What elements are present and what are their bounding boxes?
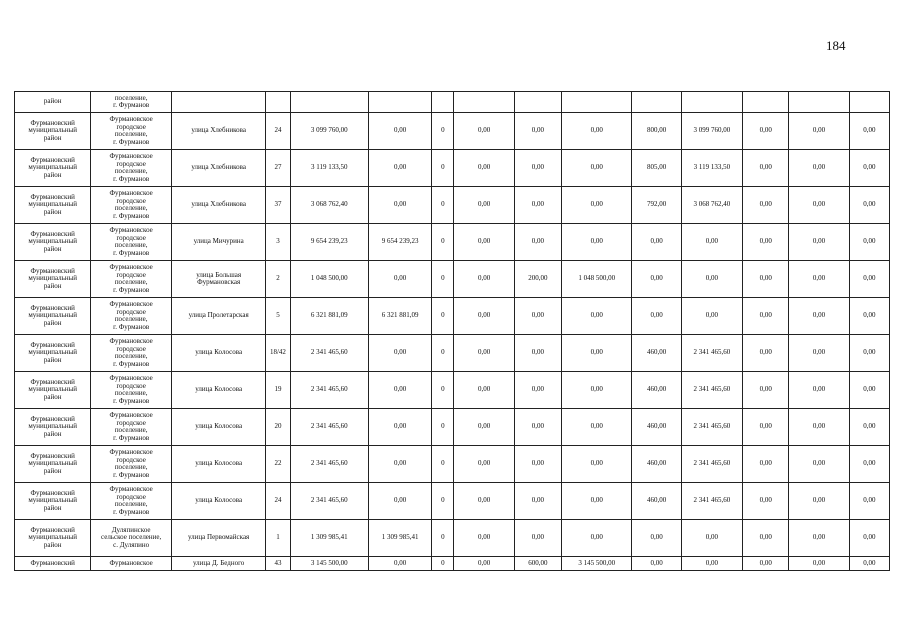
area-d-cell: 0,00 bbox=[632, 557, 681, 571]
cost-b-cell: 0,00 bbox=[454, 298, 514, 335]
page-number: 184 bbox=[826, 38, 846, 53]
cost-c-cell: 0,00 bbox=[562, 150, 632, 187]
house-number-cell: 24 bbox=[266, 483, 290, 520]
cost-c-cell: 0,00 bbox=[562, 409, 632, 446]
data-table bbox=[14, 91, 890, 571]
cost-b-cell: 0,00 bbox=[454, 335, 514, 372]
area-c-cell: 600,00 bbox=[514, 557, 561, 571]
total-cost-cell: 2 341 465,60 bbox=[290, 409, 368, 446]
area-c-cell: 0,00 bbox=[514, 224, 561, 261]
street-cell: улица Хлебникова bbox=[171, 113, 266, 150]
district-cell: Фурмановский муниципальный район bbox=[15, 224, 91, 261]
street-cell: улица Мичурина bbox=[171, 224, 266, 261]
cost-g-cell: 0,00 bbox=[849, 298, 889, 335]
cost-g-cell: 0,00 bbox=[849, 261, 889, 298]
total-cost-cell: 3 068 762,40 bbox=[290, 187, 368, 224]
cost-c-cell: 3 145 500,00 bbox=[562, 557, 632, 571]
cost-f-cell: 0,00 bbox=[789, 483, 849, 520]
area-c-cell: 0,00 bbox=[514, 520, 561, 557]
table-row bbox=[15, 224, 890, 261]
district-cell: Фурмановский муниципальный район bbox=[15, 298, 91, 335]
street-cell: улица Хлебникова bbox=[171, 150, 266, 187]
count-a-cell: 0 bbox=[432, 224, 454, 261]
cost-g-cell: 0,00 bbox=[849, 150, 889, 187]
total-cost-cell: 3 145 500,00 bbox=[290, 557, 368, 571]
cost-c-cell: 0,00 bbox=[562, 446, 632, 483]
total-cost-cell: 2 341 465,60 bbox=[290, 483, 368, 520]
cost-g-cell: 0,00 bbox=[849, 520, 889, 557]
district-cell: Фурмановский муниципальный район bbox=[15, 483, 91, 520]
total-cost-cell: 2 341 465,60 bbox=[290, 446, 368, 483]
cost-b-cell: 0,00 bbox=[454, 372, 514, 409]
cost-e-cell: 0,00 bbox=[743, 409, 789, 446]
cost-e-cell: 0,00 bbox=[743, 187, 789, 224]
cost-g-cell: 0,00 bbox=[849, 409, 889, 446]
area-c-cell: 0,00 bbox=[514, 372, 561, 409]
cost-b-cell bbox=[454, 92, 514, 113]
area-d-cell: 0,00 bbox=[632, 261, 681, 298]
settlement-cell: поселение, г. Фурманов bbox=[91, 92, 171, 113]
total-cost-cell: 1 309 985,41 bbox=[290, 520, 368, 557]
area-c-cell: 200,00 bbox=[514, 261, 561, 298]
table-body bbox=[15, 92, 890, 571]
cost-b-cell: 0,00 bbox=[454, 446, 514, 483]
street-cell bbox=[171, 92, 266, 113]
cost-a-cell: 0,00 bbox=[368, 113, 431, 150]
count-a-cell: 0 bbox=[432, 409, 454, 446]
settlement-cell: Фурмановское bbox=[91, 557, 171, 571]
cost-c-cell: 0,00 bbox=[562, 113, 632, 150]
area-d-cell: 0,00 bbox=[632, 520, 681, 557]
cost-b-cell: 0,00 bbox=[454, 187, 514, 224]
district-cell: Фурмановский муниципальный район bbox=[15, 446, 91, 483]
cost-f-cell: 0,00 bbox=[789, 446, 849, 483]
house-number-cell bbox=[266, 92, 290, 113]
cost-c-cell: 0,00 bbox=[562, 335, 632, 372]
cost-a-cell: 0,00 bbox=[368, 483, 431, 520]
cost-a-cell: 0,00 bbox=[368, 372, 431, 409]
district-cell: Фурмановский муниципальный район bbox=[15, 335, 91, 372]
settlement-cell: Фурмановское городское поселение, г. Фурманов bbox=[91, 335, 171, 372]
area-d-cell: 0,00 bbox=[632, 224, 681, 261]
cost-g-cell: 0,00 bbox=[849, 372, 889, 409]
area-c-cell: 0,00 bbox=[514, 113, 561, 150]
count-a-cell: 0 bbox=[432, 557, 454, 571]
cost-b-cell: 0,00 bbox=[454, 261, 514, 298]
table-row bbox=[15, 335, 890, 372]
area-d-cell: 792,00 bbox=[632, 187, 681, 224]
street-cell: улица Колосова bbox=[171, 372, 266, 409]
area-d-cell: 460,00 bbox=[632, 372, 681, 409]
house-number-cell: 5 bbox=[266, 298, 290, 335]
cost-d-cell: 0,00 bbox=[681, 261, 742, 298]
cost-d-cell: 3 068 762,40 bbox=[681, 187, 742, 224]
area-d-cell: 460,00 bbox=[632, 409, 681, 446]
cost-g-cell bbox=[849, 92, 889, 113]
table-row bbox=[15, 113, 890, 150]
cost-c-cell: 0,00 bbox=[562, 483, 632, 520]
cost-d-cell: 2 341 465,60 bbox=[681, 446, 742, 483]
total-cost-cell: 3 099 760,00 bbox=[290, 113, 368, 150]
cost-e-cell: 0,00 bbox=[743, 372, 789, 409]
cost-f-cell: 0,00 bbox=[789, 557, 849, 571]
cost-d-cell: 3 099 760,00 bbox=[681, 113, 742, 150]
area-c-cell: 0,00 bbox=[514, 446, 561, 483]
cost-b-cell: 0,00 bbox=[454, 483, 514, 520]
area-d-cell: 460,00 bbox=[632, 446, 681, 483]
cost-f-cell: 0,00 bbox=[789, 187, 849, 224]
table-row bbox=[15, 557, 890, 571]
cost-d-cell: 2 341 465,60 bbox=[681, 483, 742, 520]
street-cell: улица Колосова bbox=[171, 409, 266, 446]
table-row bbox=[15, 409, 890, 446]
table-row bbox=[15, 187, 890, 224]
cost-f-cell: 0,00 bbox=[789, 409, 849, 446]
cost-a-cell: 9 654 239,23 bbox=[368, 224, 431, 261]
cost-d-cell bbox=[681, 92, 742, 113]
count-a-cell: 0 bbox=[432, 483, 454, 520]
settlement-cell: Фурмановское городское поселение, г. Фурманов bbox=[91, 409, 171, 446]
cost-e-cell: 0,00 bbox=[743, 483, 789, 520]
area-c-cell bbox=[514, 92, 561, 113]
house-number-cell: 1 bbox=[266, 520, 290, 557]
cost-c-cell bbox=[562, 92, 632, 113]
cost-f-cell: 0,00 bbox=[789, 298, 849, 335]
area-c-cell: 0,00 bbox=[514, 409, 561, 446]
cost-e-cell: 0,00 bbox=[743, 224, 789, 261]
count-a-cell: 0 bbox=[432, 113, 454, 150]
count-a-cell: 0 bbox=[432, 335, 454, 372]
total-cost-cell: 1 048 500,00 bbox=[290, 261, 368, 298]
count-a-cell: 0 bbox=[432, 520, 454, 557]
cost-e-cell bbox=[743, 92, 789, 113]
cost-a-cell: 1 309 985,41 bbox=[368, 520, 431, 557]
district-cell: Фурмановский муниципальный район bbox=[15, 409, 91, 446]
cost-d-cell: 0,00 bbox=[681, 520, 742, 557]
house-number-cell: 37 bbox=[266, 187, 290, 224]
total-cost-cell bbox=[290, 92, 368, 113]
district-cell: район bbox=[15, 92, 91, 113]
cost-f-cell: 0,00 bbox=[789, 261, 849, 298]
cost-b-cell: 0,00 bbox=[454, 224, 514, 261]
cost-f-cell: 0,00 bbox=[789, 113, 849, 150]
cost-d-cell: 0,00 bbox=[681, 298, 742, 335]
cost-e-cell: 0,00 bbox=[743, 446, 789, 483]
street-cell: улица Большая Фурмановская bbox=[171, 261, 266, 298]
cost-e-cell: 0,00 bbox=[743, 557, 789, 571]
count-a-cell: 0 bbox=[432, 372, 454, 409]
total-cost-cell: 3 119 133,50 bbox=[290, 150, 368, 187]
cost-d-cell: 2 341 465,60 bbox=[681, 409, 742, 446]
table-row bbox=[15, 150, 890, 187]
cost-f-cell: 0,00 bbox=[789, 372, 849, 409]
cost-e-cell: 0,00 bbox=[743, 335, 789, 372]
cost-f-cell: 0,00 bbox=[789, 335, 849, 372]
count-a-cell bbox=[432, 92, 454, 113]
cost-f-cell: 0,00 bbox=[789, 520, 849, 557]
cost-g-cell: 0,00 bbox=[849, 224, 889, 261]
area-c-cell: 0,00 bbox=[514, 150, 561, 187]
district-cell: Фурмановский муниципальный район bbox=[15, 150, 91, 187]
cost-e-cell: 0,00 bbox=[743, 298, 789, 335]
area-d-cell: 0,00 bbox=[632, 298, 681, 335]
area-d-cell: 460,00 bbox=[632, 483, 681, 520]
table-row bbox=[15, 483, 890, 520]
street-cell: улица Колосова bbox=[171, 483, 266, 520]
cost-a-cell: 6 321 881,09 bbox=[368, 298, 431, 335]
cost-e-cell: 0,00 bbox=[743, 261, 789, 298]
district-cell: Фурмановский bbox=[15, 557, 91, 571]
count-a-cell: 0 bbox=[432, 150, 454, 187]
count-a-cell: 0 bbox=[432, 298, 454, 335]
area-c-cell: 0,00 bbox=[514, 187, 561, 224]
settlement-cell: Фурмановское городское поселение, г. Фурманов bbox=[91, 372, 171, 409]
house-number-cell: 27 bbox=[266, 150, 290, 187]
cost-d-cell: 2 341 465,60 bbox=[681, 335, 742, 372]
cost-b-cell: 0,00 bbox=[454, 557, 514, 571]
cost-b-cell: 0,00 bbox=[454, 409, 514, 446]
cost-g-cell: 0,00 bbox=[849, 187, 889, 224]
street-cell: улица Первомайская bbox=[171, 520, 266, 557]
area-d-cell bbox=[632, 92, 681, 113]
area-c-cell: 0,00 bbox=[514, 298, 561, 335]
cost-d-cell: 0,00 bbox=[681, 557, 742, 571]
table-row bbox=[15, 92, 890, 113]
cost-c-cell: 0,00 bbox=[562, 224, 632, 261]
cost-a-cell: 0,00 bbox=[368, 446, 431, 483]
total-cost-cell: 2 341 465,60 bbox=[290, 372, 368, 409]
settlement-cell: Фурмановское городское поселение, г. Фурманов bbox=[91, 113, 171, 150]
table-row bbox=[15, 446, 890, 483]
cost-e-cell: 0,00 bbox=[743, 150, 789, 187]
settlement-cell: Фурмановское городское поселение, г. Фурманов bbox=[91, 298, 171, 335]
settlement-cell: Фурмановское городское поселение, г. Фурманов bbox=[91, 187, 171, 224]
cost-d-cell: 2 341 465,60 bbox=[681, 372, 742, 409]
area-c-cell: 0,00 bbox=[514, 483, 561, 520]
cost-a-cell: 0,00 bbox=[368, 409, 431, 446]
district-cell: Фурмановский муниципальный район bbox=[15, 113, 91, 150]
cost-a-cell: 0,00 bbox=[368, 557, 431, 571]
street-cell: улица Д. Бедного bbox=[171, 557, 266, 571]
cost-a-cell: 0,00 bbox=[368, 335, 431, 372]
cost-a-cell: 0,00 bbox=[368, 150, 431, 187]
cost-c-cell: 1 048 500,00 bbox=[562, 261, 632, 298]
settlement-cell: Фурмановское городское поселение, г. Фурманов bbox=[91, 224, 171, 261]
cost-g-cell: 0,00 bbox=[849, 483, 889, 520]
table-row bbox=[15, 372, 890, 409]
settlement-cell: Фурмановское городское поселение, г. Фурманов bbox=[91, 150, 171, 187]
house-number-cell: 20 bbox=[266, 409, 290, 446]
settlement-cell: Фурмановское городское поселение, г. Фурманов bbox=[91, 483, 171, 520]
cost-g-cell: 0,00 bbox=[849, 113, 889, 150]
district-cell: Фурмановский муниципальный район bbox=[15, 372, 91, 409]
house-number-cell: 18/42 bbox=[266, 335, 290, 372]
house-number-cell: 24 bbox=[266, 113, 290, 150]
cost-d-cell: 3 119 133,50 bbox=[681, 150, 742, 187]
count-a-cell: 0 bbox=[432, 446, 454, 483]
total-cost-cell: 6 321 881,09 bbox=[290, 298, 368, 335]
settlement-cell: Фурмановское городское поселение, г. Фурманов bbox=[91, 446, 171, 483]
cost-g-cell: 0,00 bbox=[849, 446, 889, 483]
count-a-cell: 0 bbox=[432, 187, 454, 224]
street-cell: улица Пролетарская bbox=[171, 298, 266, 335]
cost-a-cell bbox=[368, 92, 431, 113]
cost-e-cell: 0,00 bbox=[743, 520, 789, 557]
house-number-cell: 2 bbox=[266, 261, 290, 298]
cost-c-cell: 0,00 bbox=[562, 520, 632, 557]
settlement-cell: Фурмановское городское поселение, г. Фурманов bbox=[91, 261, 171, 298]
cost-b-cell: 0,00 bbox=[454, 150, 514, 187]
cost-c-cell: 0,00 bbox=[562, 187, 632, 224]
cost-g-cell: 0,00 bbox=[849, 557, 889, 571]
street-cell: улица Колосова bbox=[171, 446, 266, 483]
house-number-cell: 3 bbox=[266, 224, 290, 261]
district-cell: Фурмановский муниципальный район bbox=[15, 187, 91, 224]
table-row bbox=[15, 298, 890, 335]
area-c-cell: 0,00 bbox=[514, 335, 561, 372]
cost-b-cell: 0,00 bbox=[454, 520, 514, 557]
settlement-cell: Дуляпинское сельское поселение, с. Дуляпино bbox=[91, 520, 171, 557]
street-cell: улица Колосова bbox=[171, 335, 266, 372]
house-number-cell: 22 bbox=[266, 446, 290, 483]
house-number-cell: 43 bbox=[266, 557, 290, 571]
area-d-cell: 800,00 bbox=[632, 113, 681, 150]
cost-a-cell: 0,00 bbox=[368, 261, 431, 298]
cost-c-cell: 0,00 bbox=[562, 372, 632, 409]
area-d-cell: 460,00 bbox=[632, 335, 681, 372]
cost-f-cell bbox=[789, 92, 849, 113]
cost-d-cell: 0,00 bbox=[681, 224, 742, 261]
count-a-cell: 0 bbox=[432, 261, 454, 298]
total-cost-cell: 9 654 239,23 bbox=[290, 224, 368, 261]
cost-g-cell: 0,00 bbox=[849, 335, 889, 372]
district-cell: Фурмановский муниципальный район bbox=[15, 520, 91, 557]
house-number-cell: 19 bbox=[266, 372, 290, 409]
area-d-cell: 805,00 bbox=[632, 150, 681, 187]
cost-f-cell: 0,00 bbox=[789, 224, 849, 261]
street-cell: улица Хлебникова bbox=[171, 187, 266, 224]
total-cost-cell: 2 341 465,60 bbox=[290, 335, 368, 372]
table-row bbox=[15, 520, 890, 557]
table-row bbox=[15, 261, 890, 298]
district-cell: Фурмановский муниципальный район bbox=[15, 261, 91, 298]
cost-b-cell: 0,00 bbox=[454, 113, 514, 150]
cost-f-cell: 0,00 bbox=[789, 150, 849, 187]
cost-a-cell: 0,00 bbox=[368, 187, 431, 224]
cost-c-cell: 0,00 bbox=[562, 298, 632, 335]
cost-e-cell: 0,00 bbox=[743, 113, 789, 150]
